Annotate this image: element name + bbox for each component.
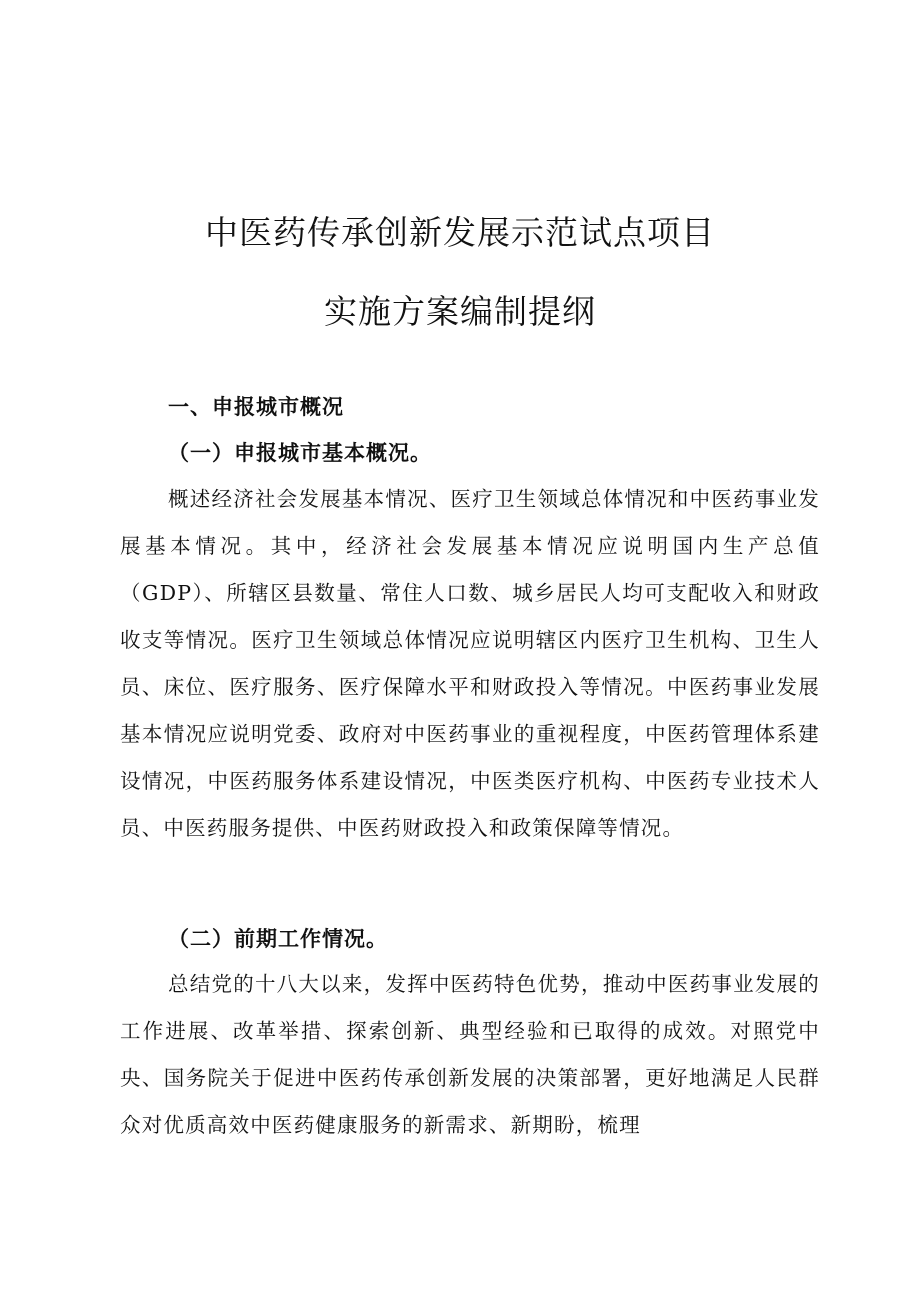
subsection-heading-2: （二）前期工作情况。 [168, 927, 388, 951]
section-heading-1: 一、申报城市概况 [168, 395, 344, 419]
subsection-body-2: 总结党的十八大以来，发挥中医药特色优势，推动中医药事业发展的工作进展、改革举措、探索创新、典型经验和已取得的成效。对照党中央、国务院关于促进中医药传承创新发展的决策部署，更好地满足人民群众对优质高效中医药健康服务的新需求、新期盼，梳理 [120, 972, 820, 1137]
document-title-line-2: 实施方案编制提纲 [324, 292, 596, 331]
subsection-body-1: 概述经济社会发展基本情况、医疗卫生领域总体情况和中医药事业发展基本情况。其中，经济社会发展基本情况应说明国内生产总值（GDP）、所辖区县数量、常住人口数、城乡居民人均可支配收入和财政收支等情况。医疗卫生领域总体情况应说明辖区内医疗卫生机构、卫生人员、床位、医疗服务、医疗保障水平和财政投入等情况。中医药事业发展基本情况应说明党委、政府对中医药事业的重视程度，中医药管理体系建设情况，中医药服务体系建设情况，中医类医疗机构、中医药专业技术人员、中医药服务提供、中医药财政投入和政策保障等情况。 [120, 487, 820, 840]
document-title-line-1: 中医药传承创新发展示范试点项目 [205, 213, 715, 252]
subsection-heading-1: （一）申报城市基本概况。 [168, 441, 432, 465]
